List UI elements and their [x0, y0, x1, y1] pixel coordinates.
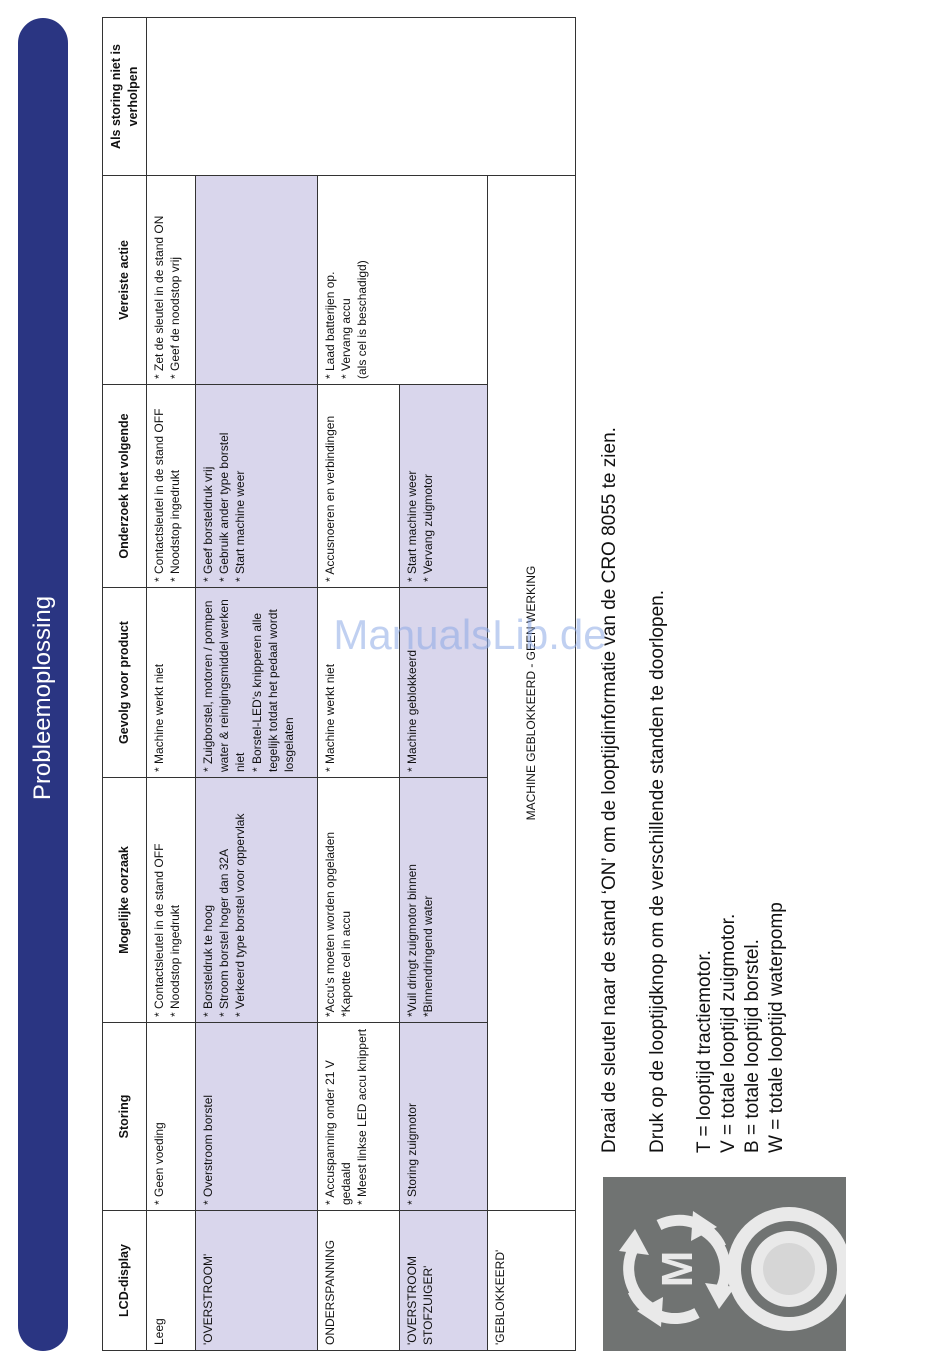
cell-lcd: 'OVERSTROOM': [196, 1211, 318, 1351]
power-button-icon: [727, 1207, 846, 1331]
control-panel-svg: [603, 1177, 846, 1351]
cell-actie: * Laad batterijen op. * Vervang accu (als cel is beschadigd): [318, 176, 488, 385]
cell-gevolg: * Zuigborstel, motoren / pompen water & reinigingsmiddel werken niet * Borstel-LED's knipperen alle tegelijk totdat het pedaal wordt losgelaten: [196, 588, 318, 778]
instruction-line-2: Druk op de looptijdknop om de verschillende standen te doorlopen.: [647, 590, 668, 1153]
cell-oorzaak: *Accu's moeten worden opgeladen *Kapotte cel in accu: [318, 778, 400, 1023]
table-row: [318, 18, 400, 1351]
header-gevolg: Gevolg voor product: [103, 588, 147, 778]
legend-item: W = totale looptijd waterpomp: [766, 902, 787, 1153]
cell-onderzoek: * Geef borsteldruk vrij * Gebruik ander type borstel * Start machine weer: [196, 385, 318, 588]
cell-lcd: ONDERSPANNING: [318, 1211, 400, 1351]
control-panel-image: [603, 1177, 846, 1351]
table-header-row: [103, 18, 147, 1351]
cell-storing: * Overstroom borstel: [196, 1023, 318, 1211]
cell-storing: * Accuspanning onder 21 V gedaald * Meest linkse LED accu knippert: [318, 1023, 400, 1211]
cell-gevolg: * Machine werkt niet: [147, 588, 196, 778]
cell-lcd: 'GEBLOKKEERD': [488, 1211, 576, 1351]
cell-onderzoek: * Contactsleutel in de stand OFF * Noodstop ingedrukt: [147, 385, 196, 588]
cell-actie: * Zet de sleutel in de stand ON * Geef de noodstop vrij: [147, 176, 196, 385]
table-row: [147, 18, 196, 1351]
cell-gevolg: * Machine geblokkeerd: [400, 588, 488, 778]
cell-storing: * Geen voeding: [147, 1023, 196, 1211]
header-vereiste-actie: Vereiste actie: [103, 176, 147, 385]
cell-merged-status: MACHINE GEBLOKKEERD - GEEN WERKING: [488, 176, 576, 1211]
header-storing: Storing: [103, 1023, 147, 1211]
cell-lcd: 'OVERSTROOM STOFZUIGER': [400, 1211, 488, 1351]
troubleshooting-table: [102, 17, 576, 1351]
legend-item: V = totale looptijd zuigmotor.: [718, 913, 739, 1153]
instruction-line-1: Draai de sleutel naar de stand ‘ON’ om de looptijdinformatie van de CRO 8055 te zien.: [599, 427, 620, 1153]
header-onderzoek: Onderzoek het volgende: [103, 385, 147, 588]
cell-actie: [196, 176, 318, 385]
mode-letter: M: [653, 1250, 702, 1288]
troubleshooting-table-wrap: [102, 18, 575, 1351]
mode-cycle-icon: [619, 1211, 735, 1327]
cell-storing: * Storing zuigmotor: [400, 1023, 488, 1211]
cell-oorzaak: * Contactsleutel in de stand OFF * Noodstop ingedrukt: [147, 778, 196, 1023]
cell-lcd: Leeg: [147, 1211, 196, 1351]
page-title: Probleemoplossing: [29, 595, 56, 801]
cell-oorzaak: * Borsteldruk te hoog * Stroom borstel hoger dan 32A * Verkeerd type borstel voor oppervlak: [196, 778, 318, 1023]
watermark: ManualsLib.de: [333, 611, 607, 658]
legend-item: T = looptijd tractiemotor.: [694, 950, 715, 1153]
header-lcd-display: LCD-display: [103, 1211, 147, 1351]
cell-onderzoek: * Start machine weer * Vervang zuigmotor: [400, 385, 488, 588]
table-row: [488, 18, 576, 1351]
header-mogelijke-oorzaak: Mogelijke oorzaak: [103, 778, 147, 1023]
header-als-storing-niet-verholpen: Als storing niet is verholpen: [103, 18, 147, 176]
cell-niet-verholpen: [147, 18, 576, 176]
cell-gevolg: * Machine werkt niet: [318, 588, 400, 778]
table-row: [196, 18, 318, 1351]
legend-item: B = totale looptijd borstel.: [742, 939, 763, 1153]
cell-onderzoek: * Accusnoeren en verbindingen: [318, 385, 400, 588]
cell-oorzaak: *Vuil dringt zuigmotor binnen *Binnendringend water: [400, 778, 488, 1023]
